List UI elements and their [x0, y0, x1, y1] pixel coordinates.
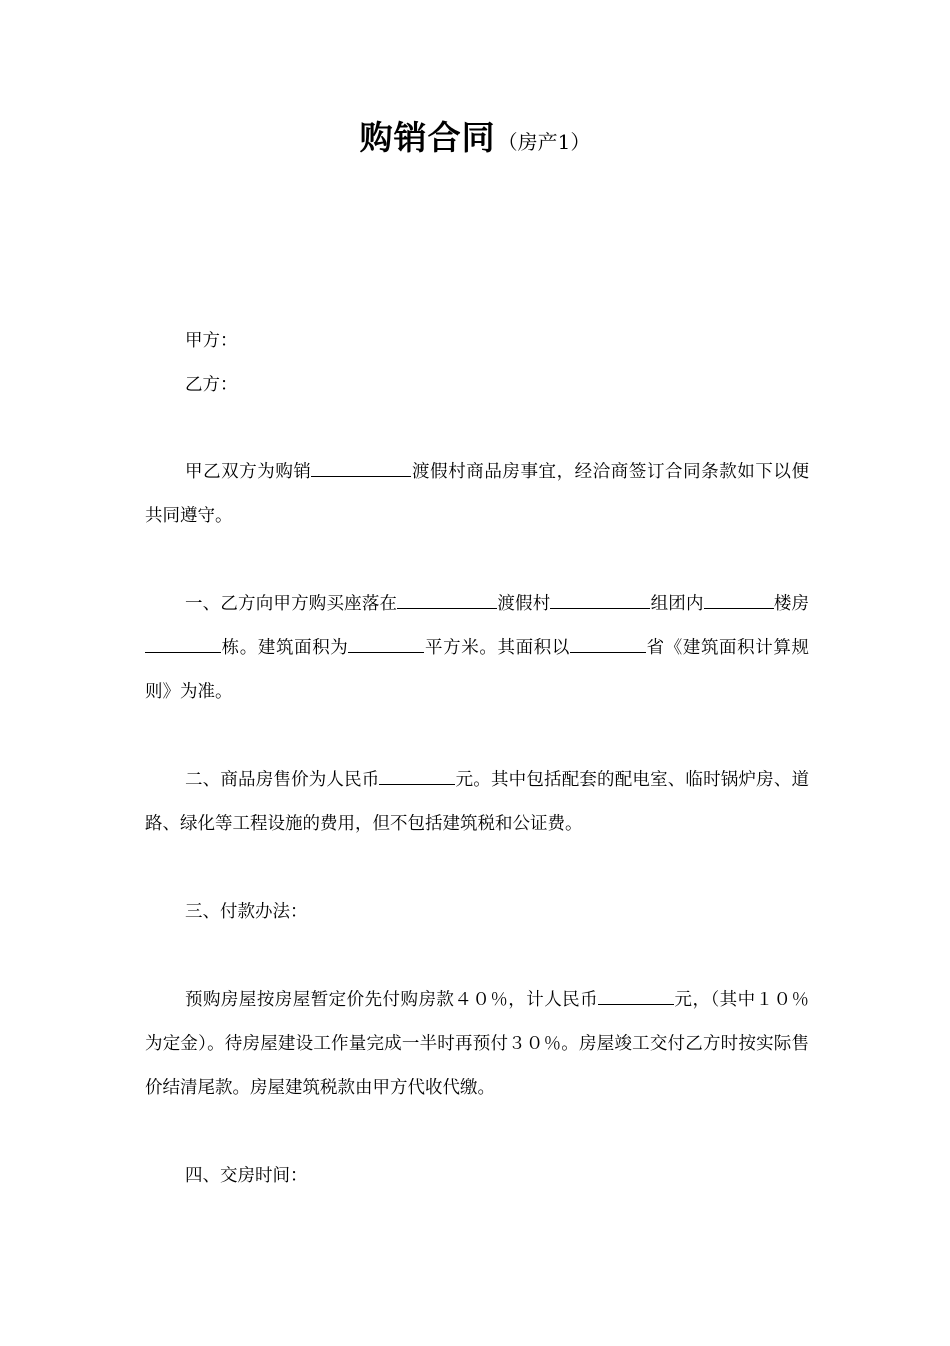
village-blank[interactable] [550, 590, 650, 609]
price-blank[interactable] [379, 766, 455, 785]
clause-3-text-2: 元，（其中１０％为定金）。待房屋建设工作量完成一半时再预付３０％。房屋竣工交付乙方时按实际售价结清尾款。房屋建筑税款由甲方代收代缴。 [145, 990, 810, 1098]
clause-2-paragraph [145, 758, 809, 846]
clause-1-text-6: 平方米。其面积以 [424, 638, 570, 658]
clause-1-text-2: 渡假村 [497, 594, 551, 614]
clause-1-text-1: 一、乙方向甲方购买座落在 [185, 594, 398, 614]
title-main: 购销合同 [359, 118, 496, 157]
clause-1-text-3: 组团内 [650, 594, 704, 614]
clause-2-text-1: 二、商品房售价为人民币 [185, 770, 380, 790]
intro-text-2: 渡假村商品房事宜，经洽商签订合同条款如下以便共同遵守。 [145, 462, 809, 526]
clause-4-heading [145, 1154, 809, 1198]
building-number-blank[interactable] [145, 634, 221, 653]
area-blank[interactable] [348, 634, 424, 653]
clause-4-heading-text: 四、交房时间： [185, 1166, 308, 1186]
group-blank[interactable] [704, 590, 756, 609]
clause-2-text-2: 元。其中包括配套的配电室、临时锅炉房、道路、绿化等工程设施的费用，但不包括建筑税和公证费。 [145, 770, 810, 834]
clause-1-text-7: 省《建筑面积计算规则》为准。 [145, 638, 810, 702]
clause-1-text-4: 楼房 [773, 594, 810, 614]
location-blank[interactable] [397, 590, 497, 609]
clause-3-heading-text: 三、付款办法： [185, 902, 308, 922]
party-a-line [145, 319, 809, 363]
document-title [0, 118, 950, 164]
title-subtitle: （房产1） [497, 130, 591, 154]
party-b-label: 乙方： [185, 375, 238, 395]
clause-3-text-1: 预购房屋按房屋暂定价先付购房款４０％，计人民币 [185, 990, 599, 1010]
clause-1-text-5: 栋。建筑面积为 [221, 638, 349, 658]
intro-paragraph [145, 450, 809, 538]
clause-3-paragraph [145, 978, 809, 1110]
intro-text-1: 甲乙双方为购销 [185, 462, 312, 482]
group-blank-continued[interactable] [756, 590, 774, 609]
village-name-blank[interactable] [311, 458, 411, 477]
clause-1-paragraph [145, 582, 809, 714]
party-b-line [145, 363, 809, 407]
province-blank[interactable] [570, 634, 646, 653]
party-a-label: 甲方： [185, 331, 238, 351]
down-payment-blank[interactable] [598, 986, 674, 1005]
clause-3-heading [145, 890, 809, 934]
